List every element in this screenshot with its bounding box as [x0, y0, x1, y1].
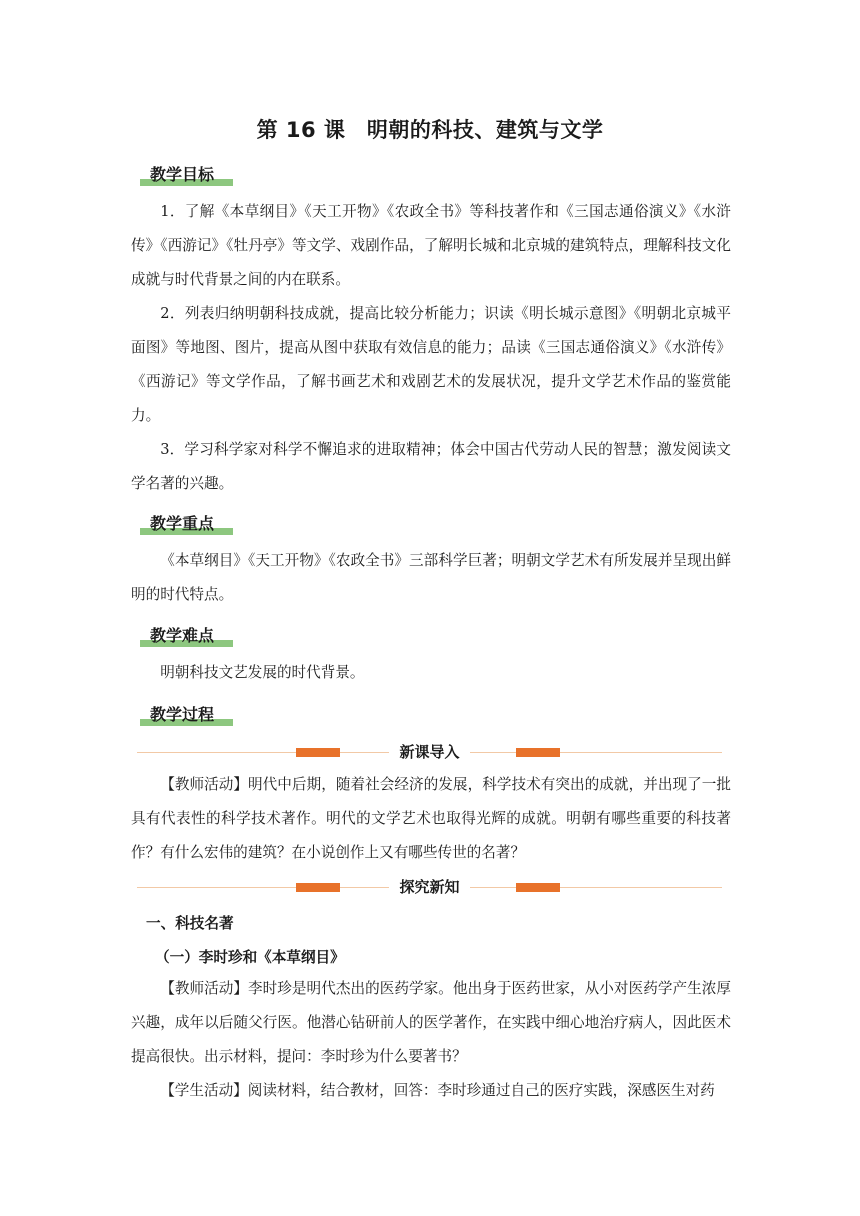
teacher-activity-paragraph: 【教师活动】李时珍是明代杰出的医药学家。他出身于医药世家，从小对医药学产生浓厚兴趣，成年以后随父行医。他潜心钻研前人的医学著作，在实践中细心地治疗病人，因此医术提高很快。出示材料，提问：李时珍为什么要著书？: [131, 980, 731, 1065]
key-points-paragraph: 《本草纲目》《天工开物》《农政全书》三部科学巨著；明朝文学艺术有所发展并呈现出鲜明的时代特点。: [131, 552, 731, 603]
objective-paragraph-2: 2．列表归纳明朝科技成就，提高比较分析能力；识读《明长城示意图》《明朝北京城平面图》等地图、图片，提高从图中获取有效信息的能力；品读《三国志通俗演义》《水浒传》《西游记》等文学作品，了解书画艺术和戏剧艺术的发展状况，提升文学艺术作品的鉴赏能力。: [131, 305, 731, 424]
intro-paragraph: 【教师活动】明代中后期，随着社会经济的发展，科学技术有突出的成就，并出现了一批具有代表性的科学技术著作。明代的文学艺术也取得光辉的成就。明朝有哪些重要的科技著作？有什么宏伟的建筑？在小说创作上又有哪些传世的名著？: [131, 776, 731, 861]
lesson-title: 第 16 课 明朝的科技、建筑与文学: [256, 118, 604, 142]
divider-label-wrapper: [137, 741, 722, 762]
section-header-label: 教学目标: [150, 165, 215, 184]
heading-level-2: （一）李时珍和《本草纲目》: [155, 949, 345, 966]
difficulties-paragraph: 明朝科技文艺发展的时代背景。: [160, 664, 365, 681]
objective-paragraph-1: 1．了解《本草纲目》《天工开物》《农政全书》等科技著作和《三国志通俗演义》《水浒传》《西游记》《牡丹亭》等文学、戏剧作品，了解明长城和北京城的建筑特点，理解科技文化成就与时代背景之间的内在联系。: [131, 203, 731, 288]
divider-label-wrapper: [137, 876, 722, 897]
section-header-label: 教学难点: [150, 626, 215, 645]
divider-label: 探究新知: [389, 878, 469, 896]
subsection-divider-intro: [137, 743, 722, 761]
student-activity-paragraph: 【学生活动】阅读材料，结合教材，回答：李时珍通过自己的医疗实践，深感医生对药: [160, 1082, 715, 1099]
objective-paragraph-3: 3．学习科学家对科学不懈追求的进取精神；体会中国古代劳动人民的智慧；激发阅读文学名著的兴趣。: [131, 441, 731, 492]
heading-level-1: 一、科技名著: [146, 915, 234, 932]
section-header-label: 教学重点: [150, 514, 215, 533]
subsection-divider-explore: [137, 878, 722, 896]
divider-label: 新课导入: [389, 743, 469, 761]
section-header-label: 教学过程: [150, 705, 215, 724]
